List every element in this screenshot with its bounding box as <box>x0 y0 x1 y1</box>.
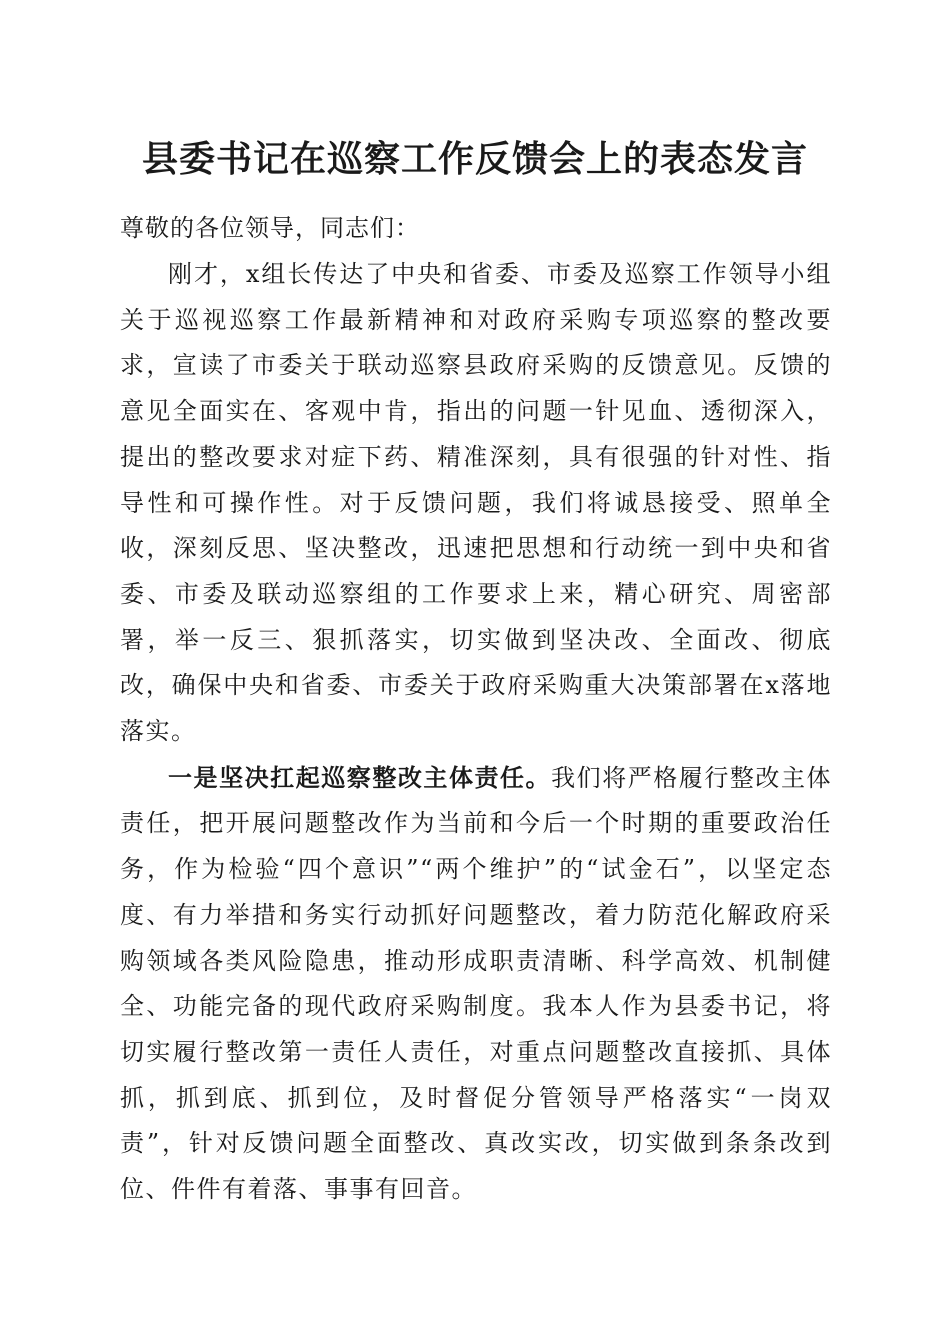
paragraph-text: 我们将严格履行整改主体责任，把开展问题整改作为当前和今后一个时期的重要政治任务，作为检验“四个意识”“两个维护”的“试金石”，以坚定态度、有力举措和务实行动抓好问题整改，着力防范化解政府采购领域各类风险隐患，推动形成职责清晰、科学高效、机制健全、功能完备的现代政府采购制度。我本人作为县委书记，将切实履行整改第一责任人责任，对重点问题整改直接抓、具体抓，抓到底、抓到位，及时督促分管领导严格落实“一岗双责”，针对反馈问题全面整改、真改实改，切实做到条条改到位、件件有着落、事事有回音。 <box>120 763 833 1204</box>
paragraph-text: 刚才，x组长传达了中央和省委、市委及巡察工作领导小组关于巡视巡察工作最新精神和对政府采购专项巡察的整改要求，宣读了市委关于联动巡察县政府采购的反馈意见。反馈的意见全面实在、客观中肯，指出的问题一针见血、透彻深入，提出的整改要求对症下药、精准深刻，具有很强的针对性、指导性和可操作性。对于反馈问题，我们将诚恳接受、照单全收，深刻反思、坚决整改，迅速把思想和行动统一到中央和省委、市委及联动巡察组的工作要求上来，精心研究、周密部署，举一反三、狠抓落实，切实做到坚决改、全面改、彻底改，确保中央和省委、市委关于政府采购重大决策部署在x落地落实。 <box>120 260 832 746</box>
paragraph-intro <box>120 251 832 755</box>
salutation: 尊敬的各位领导，同志们： <box>120 214 420 242</box>
paragraph-lead: 一是坚决扛起巡察整改主体责任。 <box>168 762 552 792</box>
document-body <box>120 206 832 1213</box>
paragraph-point-one <box>120 755 832 1213</box>
page-title: 县委书记在巡察工作反馈会上的表态发言 <box>141 138 808 180</box>
